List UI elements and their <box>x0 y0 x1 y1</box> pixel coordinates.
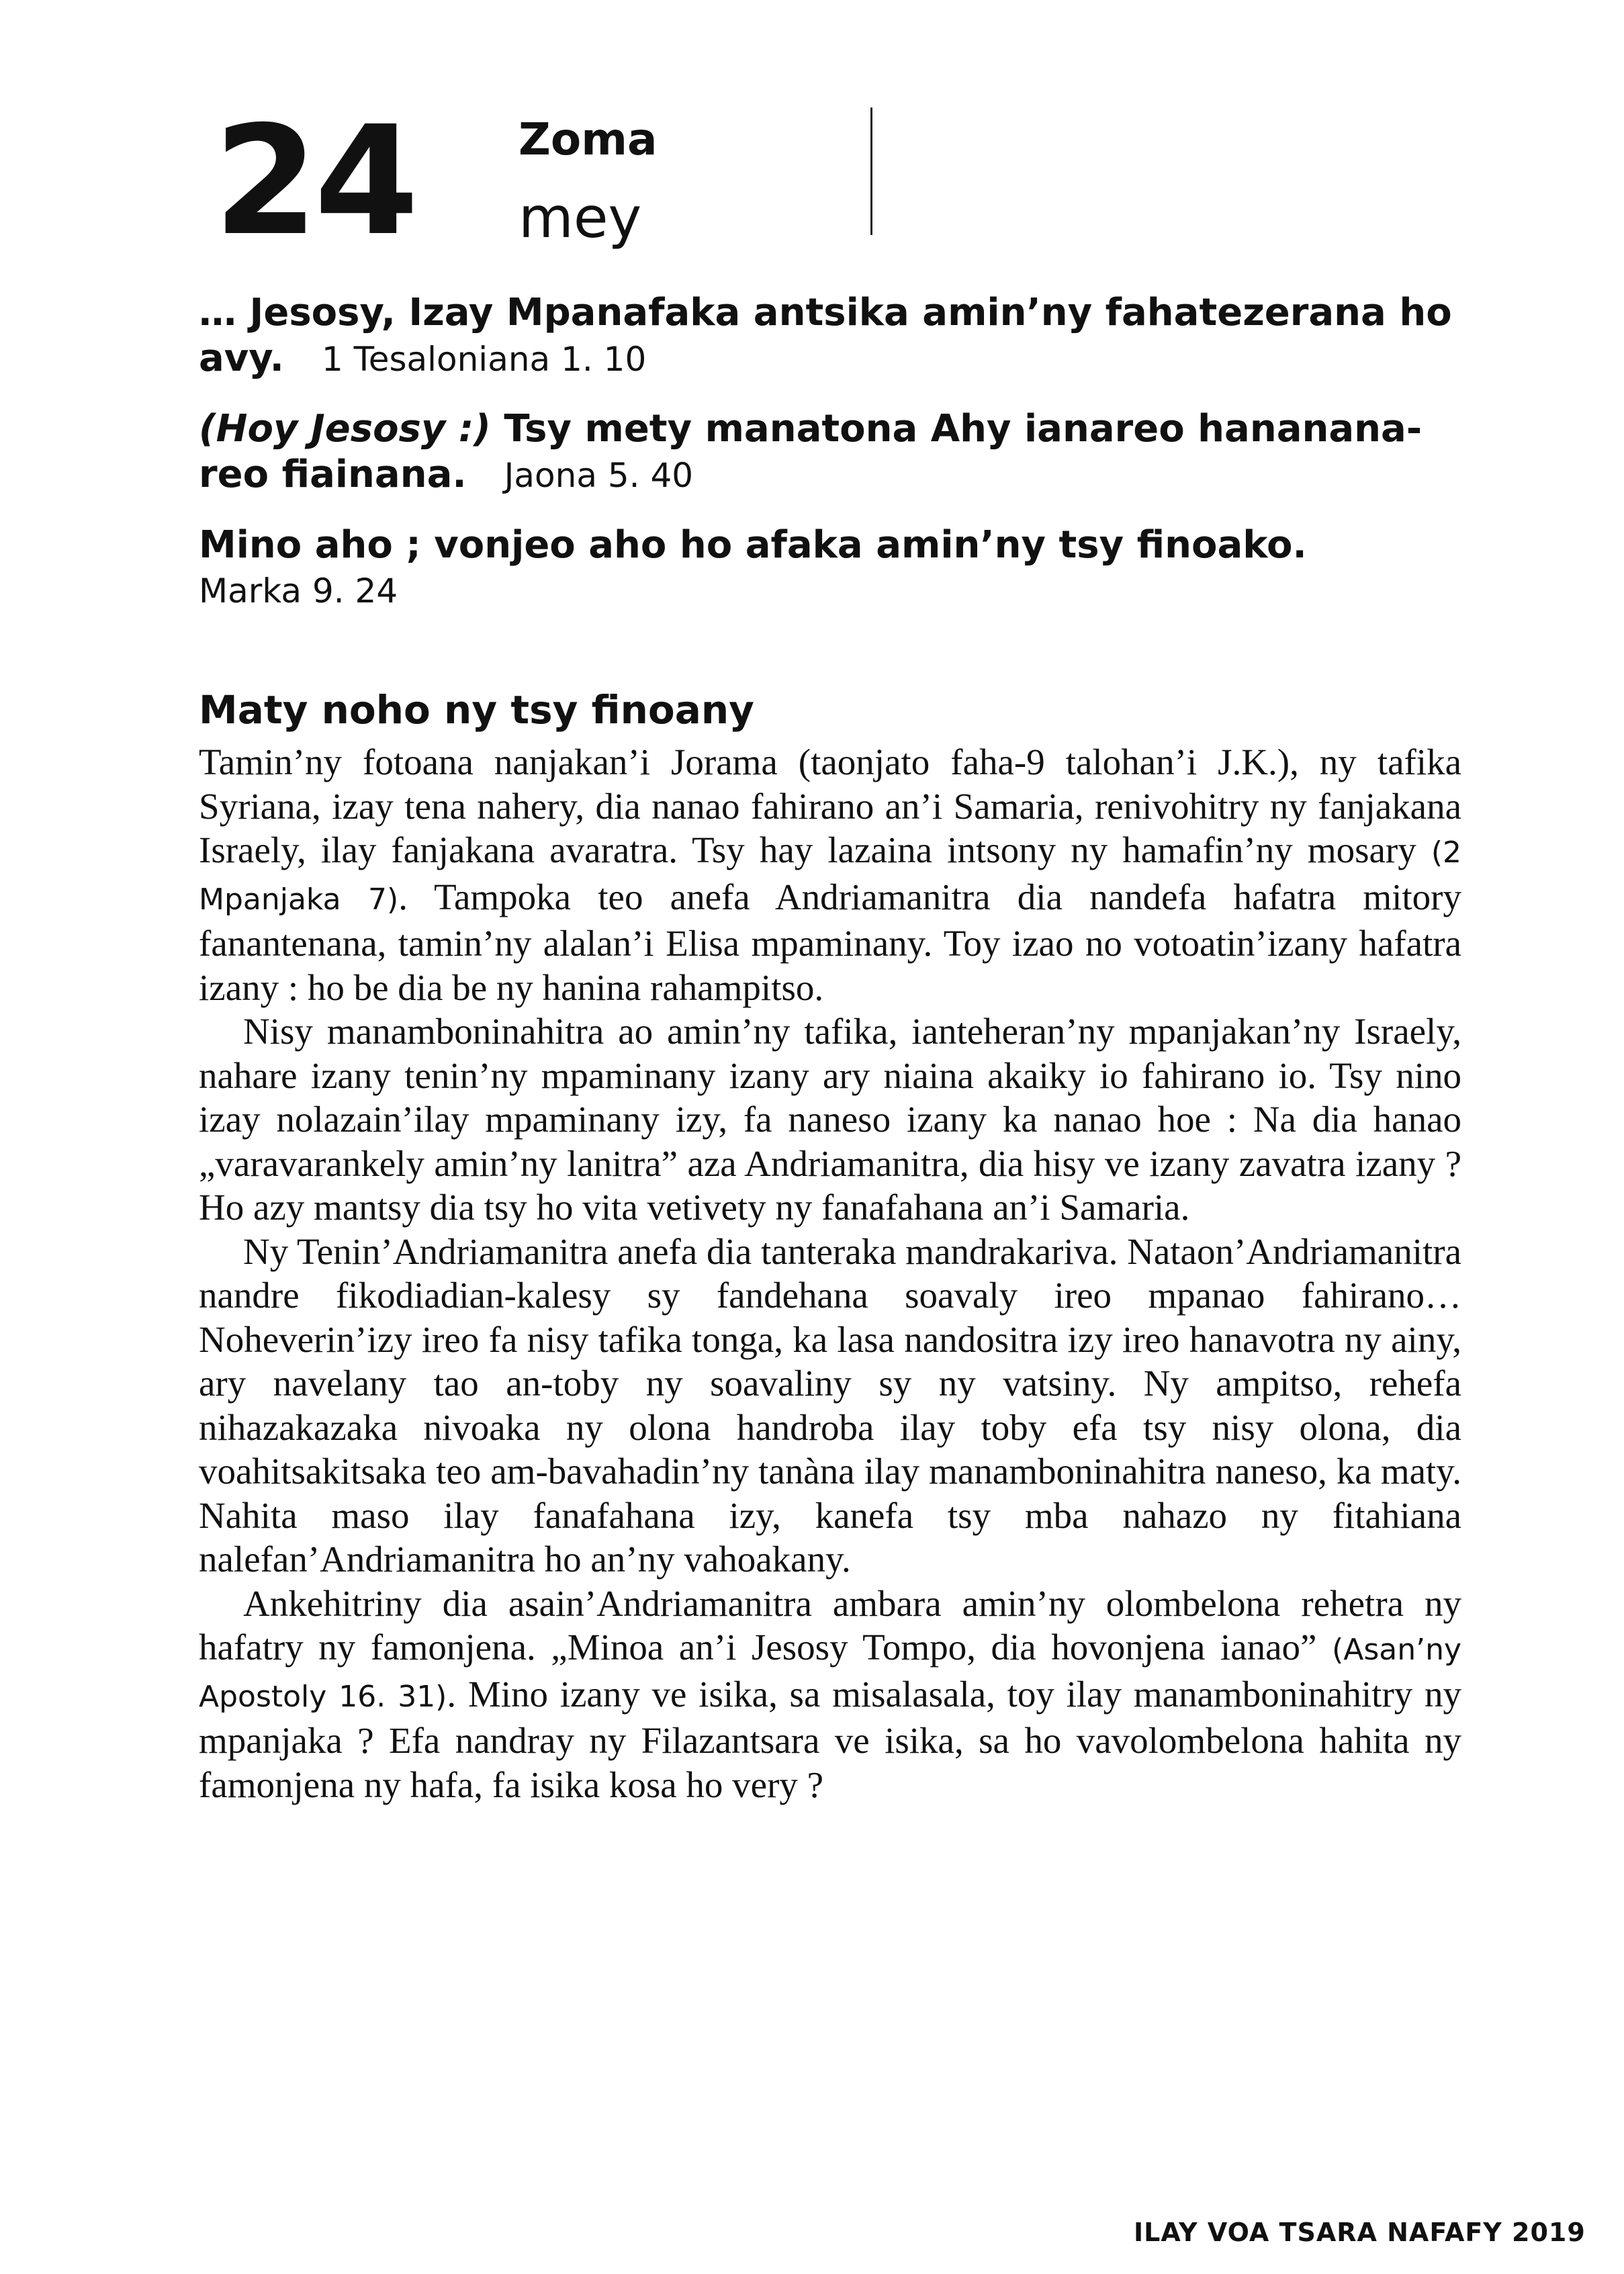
paragraph-text: Ny Tenin’Andriamanitra anefa dia tanteraka mandrakariva. Nataon’Andriamanitra nandre fikodiadian-kalesy sy fandehana soavaly ireo mpanao fahirano… Noheverin’izy ireo fa nisy tafika tonga, ka lasa nandositra izy ireo hanavotra ny ainy, ary navelany tao an-toby ny soavaliny sy ny vatsiny. Ny ampitso, rehefa nihazakazaka nivoaka ny olona handroba ilay toby efa tsy nisy olona, dia voahitsakitsaka teo am-bavahadin’ny tanàna ilay manamboninahitra naneso, ka maty. Nahita maso ilay fanafahana izy, kanefa tsy mba nahazo ny fitahiana nalefan’Andriamanitra ho an’ny vahoakany. <box>199 1230 1461 1580</box>
paragraph-text: . Mino izany ve isika, sa misalasala, toy ilay manamboninahitry ny mpanjaka ? Efa nandray ny Filazantsara ve isika, sa ho vavolombelona hahita ny famonjena ny hafa, fa isika kosa ho very ? <box>199 1673 1461 1805</box>
verse-1 <box>199 290 1461 382</box>
verse-reference: Marka 9. 24 <box>199 572 398 610</box>
article-paragraph <box>199 740 1461 1009</box>
scripture-citation: (Asan’ny Apostoly 16. 31) <box>199 1633 1462 1714</box>
verse-speaker: (Hoy Jesosy :) <box>199 407 491 451</box>
header-divider <box>870 107 872 235</box>
article-title: Maty noho ny tsy finoany <box>199 687 754 733</box>
month: mey <box>518 185 642 251</box>
verse-text: Tsy mety manatona Ahy ianareo hanananareo fiainana. <box>199 407 1423 496</box>
day-number: 24 <box>214 93 415 269</box>
article-body <box>199 740 1461 1807</box>
verse-3 <box>199 522 1461 614</box>
verse-reference: Jaona 5. 40 <box>504 456 694 495</box>
article-paragraph <box>199 1230 1461 1582</box>
verse-2 <box>199 406 1461 498</box>
verse-text: Mino aho ; vonjeo aho ho afaka amin’ny tsy finoako. <box>199 523 1307 567</box>
verse-text: … Jesosy, Izay Mpanafaka antsika amin’ny fahatezerana ho avy. <box>199 291 1452 380</box>
verse-list <box>199 290 1461 638</box>
verse-reference: 1 Tesaloniana 1. 10 <box>321 340 647 379</box>
paragraph-text: . Tampoka teo anefa Andriamanitra dia nandefa hafatra mitory fanantenana, tamin’ny alalan’i Elisa mpaminany. Toy izao no votoatin’izany hafatra izany : ho be dia be ny hanina rahampitso. <box>199 876 1461 1008</box>
paragraph-text: Ankehitriny dia asain’Andriamanitra ambara amin’ny olombelona rehetra ny hafatry ny famonjena. „Minoa an’i Jesosy Tompo, dia hovonjena ianao” <box>199 1582 1461 1668</box>
publication-footer: ILAY VOA TSARA NAFAFY 2019 <box>1134 2218 1586 2247</box>
article-paragraph <box>199 1009 1461 1230</box>
article-paragraph <box>199 1582 1461 1807</box>
scripture-citation: (2 Mpanjaka 7) <box>199 835 1461 917</box>
weekday: Zoma <box>518 113 658 165</box>
paragraph-text: Nisy manamboninahitra ao amin’ny tafika, ianteheran’ny mpanjakan’ny Israely, nahare izany tenin’ny mpaminany izany ary niaina akaiky io fahirano io. Tsy nino izay nolazain’ilay mpaminany izy, fa naneso izany ka nanao hoe : Na dia hanao „varavarankely amin’ny lanitra” aza Andriamanitra, dia hisy ve izany zavatra izany ? Ho azy mantsy dia tsy ho vita vetivety ny fanafahana an’i Samaria. <box>199 1011 1461 1228</box>
paragraph-text: Tamin’ny fotoana nanjakan’i Jorama (taonjato faha-9 talohan’i J.K.), ny tafika Syriana, izay tena nahery, dia nanao fahirano an’i Samaria, renivohitry ny fanjakana Israely, ilay fanjakana avaratra. Tsy hay lazaina intsony ny hamafin’ny mosary <box>199 741 1461 870</box>
